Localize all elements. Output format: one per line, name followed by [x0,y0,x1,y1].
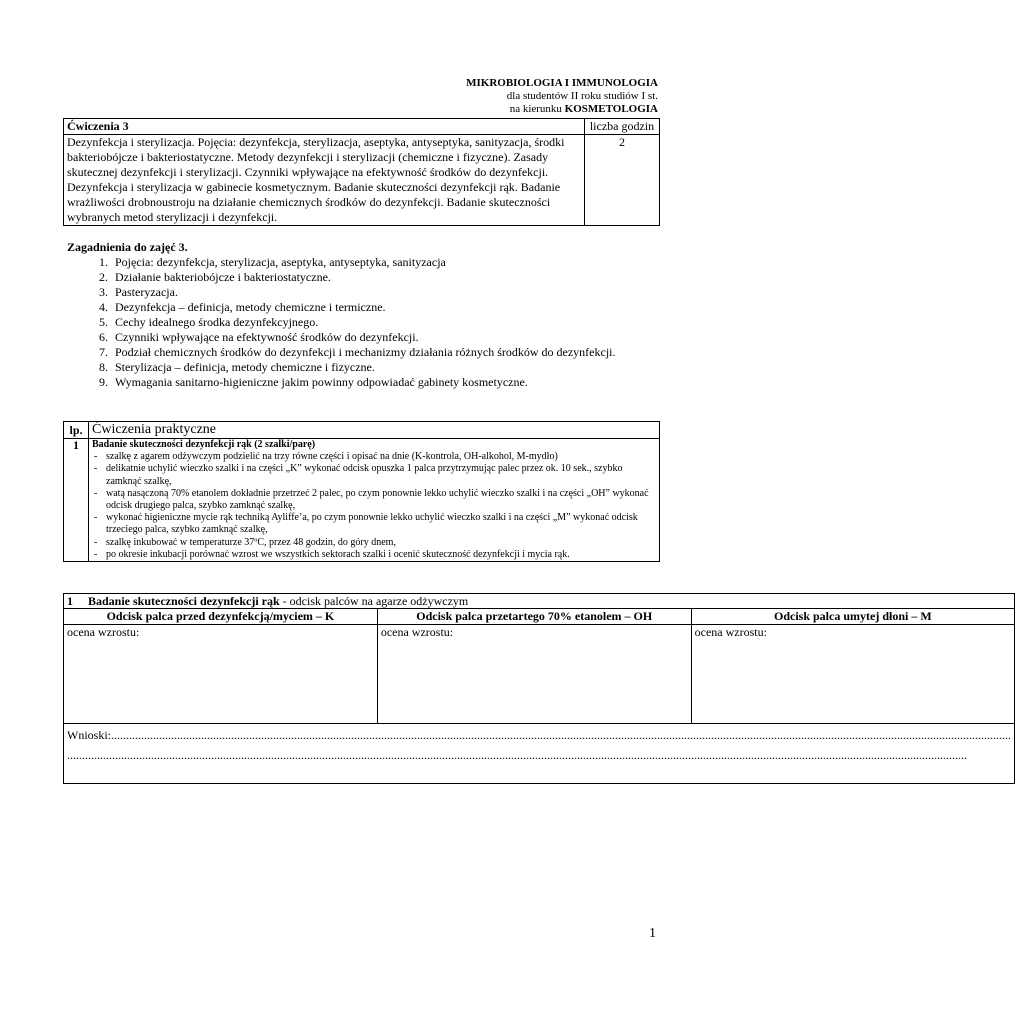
step-item: - delikatnie uchylić wieczko szalki i na części „K” wykonać odcisk opuszka 1 palca przytrzymując palec przez ok. 10 sek., szybko zamknąć szalkę, [94,463,623,487]
page-number: 1 [649,926,656,941]
results-title [64,594,1015,609]
results-table [63,593,1015,784]
conclusions-label: Wnioski: [67,728,111,742]
topic-item: 2. Działanie bakteriobójcze i bakteriostatyczne. [111,270,667,285]
course-major [466,103,658,116]
topic-item: 1. Pojęcia: dezynfekcja, sterylizacja, aseptyka, antyseptyka, sanityzacja [111,255,667,270]
hours-value: 2 [585,135,660,226]
topic-item: 3. Pasteryzacja. [111,285,667,300]
col-washed: Odcisk palca umytej dłoni – M [691,609,1014,625]
course-title: MIKROBIOLOGIA I IMMUNOLOGIA [466,77,658,89]
conclusions-line-2: ............................................................................................................................................................................................................................................................................................................ [67,748,967,762]
results-title-rest: - odcisk palców na agarze odżywczym [279,594,469,608]
document-header [466,77,658,116]
topic-item: 6. Czynniki wpływające na efektywność środków do dezynfekcji. [111,330,667,345]
topic-item: 7. Podział chemicznych środków do dezynfekcji i mechanizmy działania różnych środków do dezynfekcji. [111,345,667,360]
col-control: Odcisk palca przed dezynfekcją/myciem – K [64,609,378,625]
exercise-description: Dezynfekcja i sterylizacja. Pojęcia: dezynfekcja, sterylizacja, aseptyka, antyseptyka, sanityzacja, środki bakteriobójcze i bakteriostatyczne. Metody dezynfekcji i sterylizacji (chemiczne i fizyczne). Zasady skutecznej dezynfekcji i sterylizacji. Czynniki wpływające na efektywność środków do dezynfekcji. Dezynfekcja i sterylizacja w gabinecie kosmetycznym. Badanie skuteczności dezynfekcji rąk. Badanie wrażliwości drobnoustroju na działanie chemicznych środków do dezynfekcji. Badanie skuteczności wybranych metod sterylizacji i dezynfekcji. [64,135,585,226]
topics-list [67,255,667,390]
conclusions-cell[interactable] [64,724,1015,784]
lp-header: lp. [64,422,89,439]
topics-title: Zagadnienia do zajęć 3. [67,240,188,254]
step-item: - szalkę z agarem odżywczym podzielić na trzy równe części i opisać na dnie (K-kontrola, OH-alkohol, M-mydło) [94,451,558,463]
topic-item: 5. Cechy idealnego środka dezynfekcyjnego. [111,315,667,330]
growth-cell-k[interactable]: ocena wzrostu: [64,625,378,724]
conclusions-line-1: Wnioski:............................................................................................................................................................................................................................................................................................................ [67,728,1011,742]
topic-item: 4. Dezynfekcja – definicja, metody chemiczne i termiczne. [111,300,667,315]
exercise-title: Ćwiczenia 3 [64,119,585,135]
steps-list [92,451,656,561]
results-number: 1 [67,594,73,608]
step-item: - po okresie inkubacji porównać wzrost we wszystkich sektorach szalki i ocenić skuteczność dezynfekcji i mycia rąk. [94,548,570,560]
topic-item: 9. Wymagania sanitarno-higieniczne jakim powinny odpowiadać gabinety kosmetyczne. [111,375,667,390]
practical-header: Ćwiczenia praktyczne [89,422,660,439]
results-title-bold: Badanie skuteczności dezynfekcji rąk [88,594,280,608]
growth-cell-m[interactable]: ocena wzrostu: [691,625,1014,724]
course-audience: dla studentów II roku studiów I st. [506,90,658,102]
step-item: - szalkę inkubować w temperaturze 37ºC, przez 48 godzin, do góry dnem, [94,536,396,548]
step-item: - wykonać higieniczne mycie rąk techniką Ayliffe’a, po czym ponownie lekko uchylić wieczko szalki i na części „M” wykonać odcisk trzeciego palca, szybko zamknąć szalkę, [94,512,638,536]
practical-row-content [89,439,660,562]
topic-item: 8. Sterylizacja – definicja, metody chemiczne i fizyczne. [111,360,667,375]
major-name: KOSMETOLOGIA [564,103,658,115]
hours-header: liczba godzin [585,119,660,135]
practical-row-title: Badanie skuteczności dezynfekcji rąk (2 szalki/parę) [92,439,316,450]
col-ethanol: Odcisk palca przetartego 70% etanolem – OH [377,609,691,625]
growth-cell-oh[interactable]: ocena wzrostu: [377,625,691,724]
practical-row-number: 1 [64,439,89,562]
exercise-table [63,118,660,226]
topics-section [67,240,667,390]
step-item: - watą nasączoną 70% etanolem dokładnie przetrzeć 2 palec, po czym ponownie lekko uchylić wieczko szalki i na części „OH” wykonać odcisk drugiego palca, szybko zamknąć szalkę, [94,487,649,512]
major-prefix: na kierunku [509,103,565,115]
practical-table [63,421,660,562]
